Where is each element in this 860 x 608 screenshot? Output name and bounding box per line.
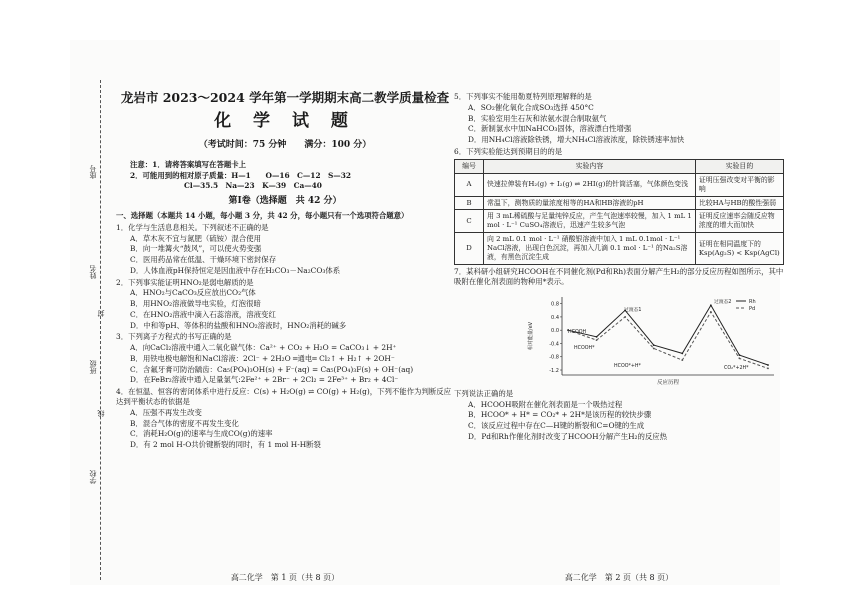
margin-seal-char: 封: [97, 310, 105, 317]
option-c: C．在HNO₂溶液中滴入石蕊溶液，溶液变红: [130, 309, 276, 319]
table-row: [455, 196, 784, 210]
option-a: A．HCOOH吸附在催化剂表面是一个吸热过程: [468, 399, 623, 409]
option-d: D．中和等pH、等体积的盐酸和HNO₂溶液时，HNO₂消耗的碱多: [130, 320, 347, 330]
margin-name-label: 姓名: [89, 265, 97, 279]
table-header: 编号: [455, 159, 484, 173]
margin-line-char: 线: [97, 410, 105, 417]
row-purpose: 证明反应速率会随反应物浓度的增大而加快: [695, 210, 783, 233]
exam-subject: 化 学 试 题: [214, 110, 356, 131]
table-header: 实验内容: [484, 159, 696, 173]
question-stem: 7．某科研小组研究HCOOH在不同催化剂(Pd和Rh)表面分解产生H₂的部分反应历程如图所示，其中吸附在催化剂表面的物种用*表示。: [454, 267, 784, 287]
x-axis-label: 反应历程: [656, 379, 680, 386]
option-a: A．草木灰不宜与氮肥（硫铵）混合使用: [130, 233, 261, 243]
chart-annotation: HCOO*+H*: [614, 363, 641, 369]
section-heading: 第Ⅰ卷（选择题 共 42 分）: [228, 196, 342, 207]
chart-annotation: HCOOH*: [574, 345, 595, 351]
question-1: [116, 223, 454, 276]
question-stem: 6．下列实验能达到预期目的的是: [454, 146, 563, 156]
data-point: [710, 304, 712, 306]
chart-annotation: HCOOH: [568, 329, 587, 335]
option-a: A．SO₂催化氧化合成SO₃选择 450°C: [468, 102, 594, 112]
margin-seat-label: 座号: [89, 165, 97, 179]
option-d: D．人体血液pH保持恒定是因血液中存在H₂CO₃－Na₂CO₃体系: [130, 265, 341, 275]
option-a: A．压强不再发生改变: [130, 407, 202, 417]
question-stem: 1．化学与生活息息相关。下列叙述不正确的是: [116, 222, 269, 232]
option-a: A．向CaCl₂溶液中通入二氧化碳气体：Ca²⁺ + CO₂ + H₂O = CaCO₃↓ + 2H⁺: [130, 343, 397, 353]
question-2: [116, 278, 454, 331]
section-intro: 一、选择题（本题共 14 小题，每小题 3 分，共 42 分，每小题只有一个选项符合题意）: [116, 210, 409, 220]
exam-meta: （考试时间：75 分钟 满分：100 分）: [198, 139, 372, 150]
option-d: D．Pd和Rh作催化剂时改变了HCOOH分解产生H₂的反应热: [468, 431, 668, 441]
option-c: C．消耗H₂O(g)的速率与生成CO(g)的速率: [130, 429, 273, 439]
row-id: C: [455, 210, 484, 233]
question-tail: 下列说法正确的是: [454, 388, 514, 398]
option-b: B．用铁电极电解饱和NaCl溶液：2Cl⁻ + 2H₂O ═通电═ Cl₂↑ + H₂↑ + 2OH⁻: [130, 353, 395, 363]
row-content: 常温下，测物质的量浓度相等的HA和HB溶液的pH: [484, 196, 696, 210]
y-tick-label: -0.4: [549, 341, 559, 348]
legend-label: Rh: [749, 298, 756, 305]
row-content: 向 2 mL 0.1 mol · L⁻¹ 硝酸银溶液中加入 1 mL 0.1mol · L⁻¹ NaCl溶液，出现白色沉淀，再加入几滴 0.1 mol · L⁻¹ 的Na₂S溶液，有黑色沉淀生成: [484, 233, 696, 265]
y-axis-label: 相对能量/eV: [528, 321, 534, 350]
option-c: C．新制氯水中加NaHCO₃固体，溶液漂白性增强: [468, 124, 632, 134]
option-b: B．用HNO₂溶液做导电实验，灯泡很暗: [130, 299, 261, 309]
y-tick-label: 0.4: [551, 314, 559, 321]
option-b: B．向一堆篝火“鼓风”，可以使火势变强: [130, 244, 262, 254]
question-5: [454, 92, 784, 145]
option-d: D．有 2 mol H-O共价键断裂的同时，有 1 mol H-H断裂: [130, 440, 321, 450]
row-id: B: [455, 196, 484, 210]
seal-line: [100, 80, 101, 580]
data-point: [767, 367, 769, 369]
note-line: Cl—35.5 Na—23 K—39 Ca—40: [184, 181, 322, 191]
question-stem: 5．下列事实不能用勒夏特列原理解释的是: [454, 92, 592, 101]
data-point: [596, 336, 598, 338]
table-row: [455, 233, 784, 265]
row-content: 快速拉伸装有H₂(g) + I₂(g) ⇌ 2HI(g)的针筒活塞，气体颜色变浅: [484, 173, 696, 196]
option-b: B．HCOO* + H* = CO₂* + 2H*是该历程的较快步骤: [468, 410, 652, 420]
option-b: B．混合气体的密度不再发生变化: [130, 418, 239, 428]
data-point: [681, 352, 683, 354]
data-point: [596, 339, 598, 341]
row-id: A: [455, 173, 484, 196]
legend-label: Pd: [749, 305, 756, 312]
y-tick-label: 0.8: [551, 301, 559, 308]
data-point: [710, 311, 712, 313]
option-c: C．该反应过程中存在C—H键的断裂和C=O键的生成: [468, 421, 645, 431]
left-column: [116, 50, 454, 451]
y-tick-label: -1.2: [549, 367, 559, 374]
energy-profile-chart: [524, 289, 784, 387]
row-content: 用 3 mL稀硫酸与足量纯锌反应，产生气泡速率较慢，加入 1 mL 1 mol · L⁻¹ CuSO₄溶液后，迅速产生较多气泡: [484, 210, 696, 233]
question-stem: 2．下列事实能证明HNO₂是弱电解质的是: [116, 277, 254, 287]
question-3: [116, 332, 454, 385]
y-tick-label: -0.8: [549, 354, 559, 361]
question-6: [454, 147, 784, 265]
data-point: [739, 357, 741, 359]
option-c: C．含氟牙膏可防治龋齿：Ca₅(PO₄)₃OH(s) + F⁻(aq) = Ca₅(PO₄)₃F(s) + OH⁻(aq): [130, 364, 414, 374]
margin-class-label: 班级: [89, 360, 97, 374]
margin-school-label: 学校: [89, 470, 97, 484]
chart-annotation: 过渡态1: [624, 307, 642, 313]
row-purpose: 证明在相同温度下的 Ksp(Ag₂S) < Ksp(AgCl): [695, 233, 783, 265]
energy-profile-svg: [524, 289, 784, 387]
experiment-table: [454, 159, 784, 266]
question-7: [454, 267, 784, 441]
row-purpose: 比较HA与HB的酸性强弱: [695, 196, 783, 210]
table-header-row: [455, 159, 784, 173]
row-id: D: [455, 233, 484, 265]
exam-title: 龙岩市 2023～2024 学年第一学期期末高二教学质量检查: [120, 90, 450, 105]
option-d: D．用NH₄Cl溶液除铁锈，增大NH₄Cl溶液浓度，除铁锈速率加快: [468, 135, 685, 145]
option-b: B．实验室用生石灰和浓氨水混合制取氨气: [468, 113, 607, 123]
series-line-rh: [568, 305, 768, 365]
question-stem: 3．下列离子方程式的书写正确的是: [116, 332, 232, 342]
y-tick-label: 0.0: [551, 328, 559, 335]
table-row: [455, 173, 784, 196]
option-a: A．HNO₂与CaCO₃反应放出CO₂气体: [130, 288, 256, 298]
note-line: 2．可能用到的相对原子质量：H—1 O—16 C—12 S—32: [130, 170, 351, 180]
option-c: C．医用药品常在低温、干燥环境下密封保存: [130, 255, 277, 265]
question-4: [116, 387, 454, 450]
chart-annotation: CO₂*+2H*: [724, 365, 749, 371]
chart-annotation: 过渡态2: [714, 299, 732, 305]
binding-margin: [70, 60, 110, 580]
data-point: [653, 344, 655, 346]
data-point: [739, 354, 741, 356]
data-point: [653, 347, 655, 349]
question-stem: 4．在恒温、恒容的密闭体系中进行反应：C(s) + H₂O(g) ⇌ CO(g) + H₂(g)，下列不能作为判断反应达到平衡状态的依据是: [116, 387, 452, 406]
row-purpose: 证明压强改变对平衡的影响: [695, 173, 783, 196]
table-row: [455, 210, 784, 233]
data-point: [767, 364, 769, 366]
series-line-pd: [568, 312, 768, 369]
exam-notes: [130, 160, 454, 191]
data-point: [681, 359, 683, 361]
data-point: [624, 316, 626, 318]
option-d: D．在FeBr₂溶液中通入足量氯气:2Fe²⁺ + 2Br⁻ + 2Cl₂ = 2Fe³⁺ + Br₂ + 4Cl⁻: [130, 375, 399, 385]
note-line: 注意：1．请将答案填写在答题卡上: [130, 159, 247, 169]
table-header: 实验目的: [695, 159, 783, 173]
right-column: [454, 50, 784, 443]
